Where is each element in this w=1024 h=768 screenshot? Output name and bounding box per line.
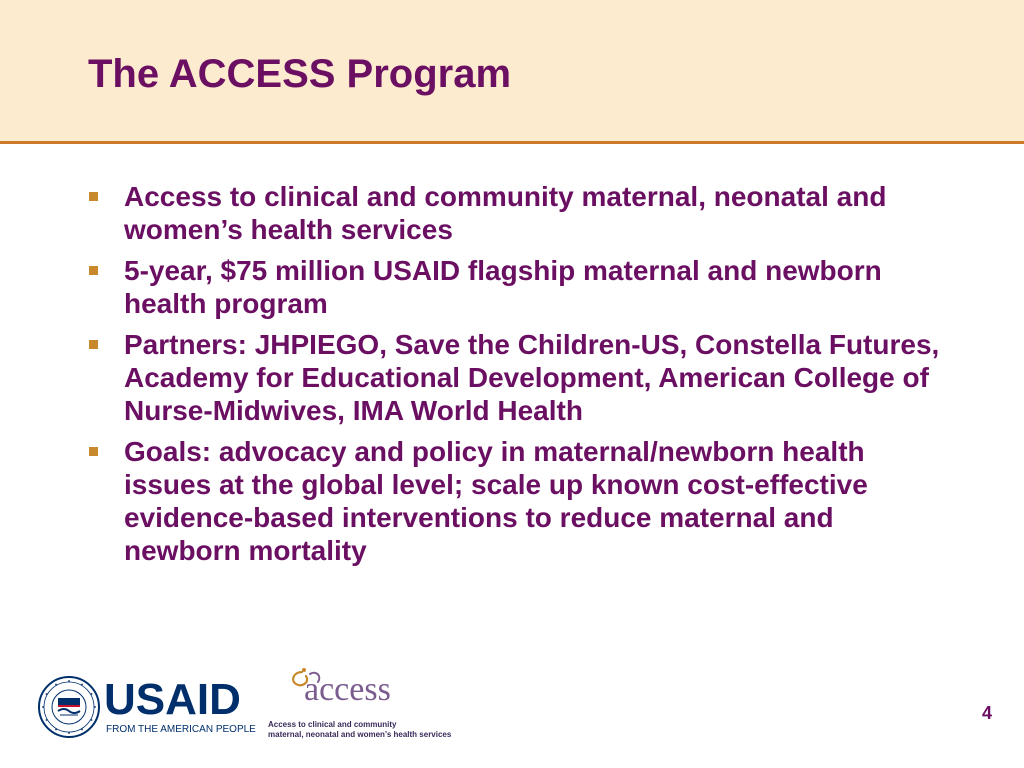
usaid-wordmark: USAID bbox=[104, 675, 241, 724]
title-band bbox=[0, 0, 1024, 144]
usaid-seal-icon bbox=[38, 676, 100, 738]
bullet-item bbox=[88, 254, 948, 320]
bullet-text: 5-year, $75 million USAID flagship maternal and newborn health program bbox=[124, 255, 882, 319]
bullet-item bbox=[88, 328, 948, 427]
square-bullet-icon bbox=[89, 266, 98, 275]
bullet-list bbox=[88, 180, 948, 575]
bullet-text: Partners: JHPIEGO, Save the Children-US, Constella Futures, Academy for Educational Development, American College of Nurse-Midwives, IMA World Health bbox=[124, 329, 940, 426]
bullet-item bbox=[88, 180, 948, 246]
access-tagline-line: maternal, neonatal and women’s health services bbox=[268, 730, 452, 739]
access-tagline-line: Access to clinical and community bbox=[268, 720, 397, 729]
bullet-text: Access to clinical and community maternal, neonatal and women’s health services bbox=[124, 181, 887, 245]
page-number: 4 bbox=[981, 703, 992, 723]
square-bullet-icon bbox=[89, 340, 98, 349]
usaid-tagline: FROM THE AMERICAN PEOPLE bbox=[106, 724, 256, 735]
access-logo bbox=[266, 666, 466, 746]
access-tagline bbox=[268, 720, 451, 740]
access-wordmark: access bbox=[304, 671, 391, 708]
square-bullet-icon bbox=[89, 447, 98, 456]
square-bullet-icon bbox=[89, 192, 98, 201]
slide-title: The ACCESS Program bbox=[88, 52, 512, 96]
bullet-text: Goals: advocacy and policy in maternal/newborn health issues at the global level; scale up known cost-effective evidence-based interventions to reduce maternal and newborn mortality bbox=[124, 436, 868, 566]
bullet-item bbox=[88, 435, 948, 567]
footer-logos bbox=[38, 666, 468, 746]
